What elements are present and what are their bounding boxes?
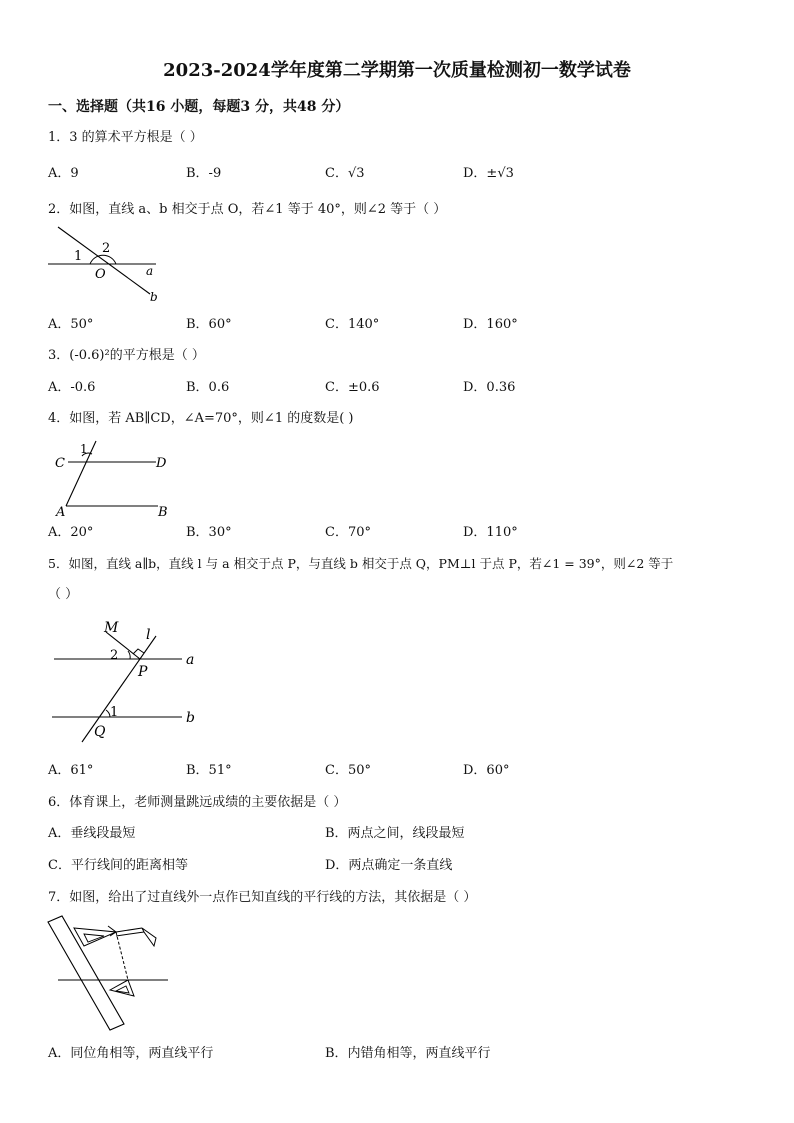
q5-label-l: l — [146, 627, 151, 643]
q2-option-c[interactable]: C．140° — [325, 317, 380, 332]
q7-option-a[interactable]: A．同位角相等，两直线平行 — [48, 1046, 214, 1061]
q4-label-c: C — [55, 456, 65, 471]
q2-option-d[interactable]: D．160° — [463, 317, 518, 332]
q4-option-b[interactable]: B．30° — [186, 525, 232, 540]
q5-label-b: b — [186, 710, 195, 726]
page-title: 2023-2024学年度第二学期第一次质量检测初一数学试卷 — [163, 60, 631, 81]
q5-option-c[interactable]: C．50° — [325, 763, 371, 778]
q2-label-1: 1 — [74, 249, 83, 264]
pencil-icon — [142, 928, 156, 946]
q2-label-o: O — [95, 267, 106, 282]
q5-option-a[interactable]: A．61° — [48, 763, 94, 778]
question-4-stem: 4．如图，若 AB∥CD，∠A=70°，则∠1 的度数是( ) — [48, 411, 354, 426]
right-angle-mark — [133, 649, 144, 654]
upper-triangle — [74, 928, 116, 946]
q4-label-b: B — [158, 505, 168, 520]
q2-label-b: b — [150, 290, 158, 304]
q5-label-a: a — [186, 652, 195, 668]
q3-option-a[interactable]: A．-0.6 — [48, 380, 96, 395]
question-5-stem: 5．如图，直线 a∥b，直线 l 与 a 相交于点 P，与直线 b 相交于点 Q，PM⊥l 于点 P，若∠1 = 39°，则∠2 等于 — [48, 556, 674, 571]
q1-option-b[interactable]: B．-9 — [186, 166, 222, 181]
q4-figure — [50, 436, 180, 522]
q4-option-d[interactable]: D．110° — [463, 525, 518, 540]
angle-2-arc — [128, 651, 130, 659]
q4-option-a[interactable]: A．20° — [48, 525, 94, 540]
q4-label-a: A — [56, 505, 66, 520]
question-2-stem: 2．如图，直线 a、b 相交于点 O，若∠1 等于 40°，则∠2 等于（ ） — [48, 202, 447, 217]
pencil-edge-bottom — [116, 932, 144, 936]
question-3-stem: 3．(-0.6)²的平方根是（ ） — [48, 348, 205, 363]
q2-label-a: a — [146, 264, 154, 278]
q4-label-d: D — [156, 456, 167, 471]
q1-option-d[interactable]: D．±√3 — [463, 166, 514, 181]
q6-option-d[interactable]: D．两点确定一条直线 — [325, 858, 453, 873]
q5-figure — [50, 616, 210, 746]
q7-option-b[interactable]: B．内错角相等，两直线平行 — [325, 1046, 491, 1061]
dashed-path — [116, 932, 128, 980]
q6-option-b[interactable]: B．两点之间，线段最短 — [325, 826, 465, 841]
q7-figure — [44, 912, 174, 1034]
q6-option-a[interactable]: A．垂线段最短 — [48, 826, 136, 841]
q2-figure — [46, 224, 171, 306]
question-5-stem-cont: （ ） — [48, 587, 79, 602]
q1-option-a[interactable]: A．9 — [48, 166, 79, 181]
q5-option-b[interactable]: B．51° — [186, 763, 232, 778]
q2-option-a[interactable]: A．50° — [48, 317, 94, 332]
section-heading: 一、选择题（共16 小题，每题3 分，共48 分） — [48, 99, 350, 115]
q3-option-c[interactable]: C．±0.6 — [325, 380, 380, 395]
q5-label-q: Q — [94, 724, 106, 740]
q4-option-c[interactable]: C．70° — [325, 525, 371, 540]
q5-label-1: 1 — [110, 705, 119, 720]
line-b — [58, 227, 150, 294]
q3-option-d[interactable]: D．0.36 — [463, 380, 516, 395]
q4-label-1: 1 — [80, 442, 88, 456]
pencil-edge-top — [116, 928, 142, 932]
q1-option-c[interactable]: C．√3 — [325, 166, 365, 181]
q5-option-d[interactable]: D．60° — [463, 763, 510, 778]
q6-option-c[interactable]: C．平行线间的距离相等 — [48, 858, 188, 873]
question-7-stem: 7．如图，给出了过直线外一点作已知直线的平行线的方法，其依据是（ ） — [48, 890, 477, 905]
q5-label-p: P — [138, 664, 148, 680]
q3-option-b[interactable]: B．0.6 — [186, 380, 230, 395]
q2-label-2: 2 — [102, 241, 111, 256]
q5-label-m: M — [104, 620, 119, 636]
question-1-stem: 1．3 的算术平方根是（ ） — [48, 130, 203, 145]
q2-option-b[interactable]: B．60° — [186, 317, 232, 332]
question-6-stem: 6．体育课上，老师测量跳远成绩的主要依据是（ ） — [48, 795, 347, 810]
q5-label-2: 2 — [110, 648, 119, 663]
